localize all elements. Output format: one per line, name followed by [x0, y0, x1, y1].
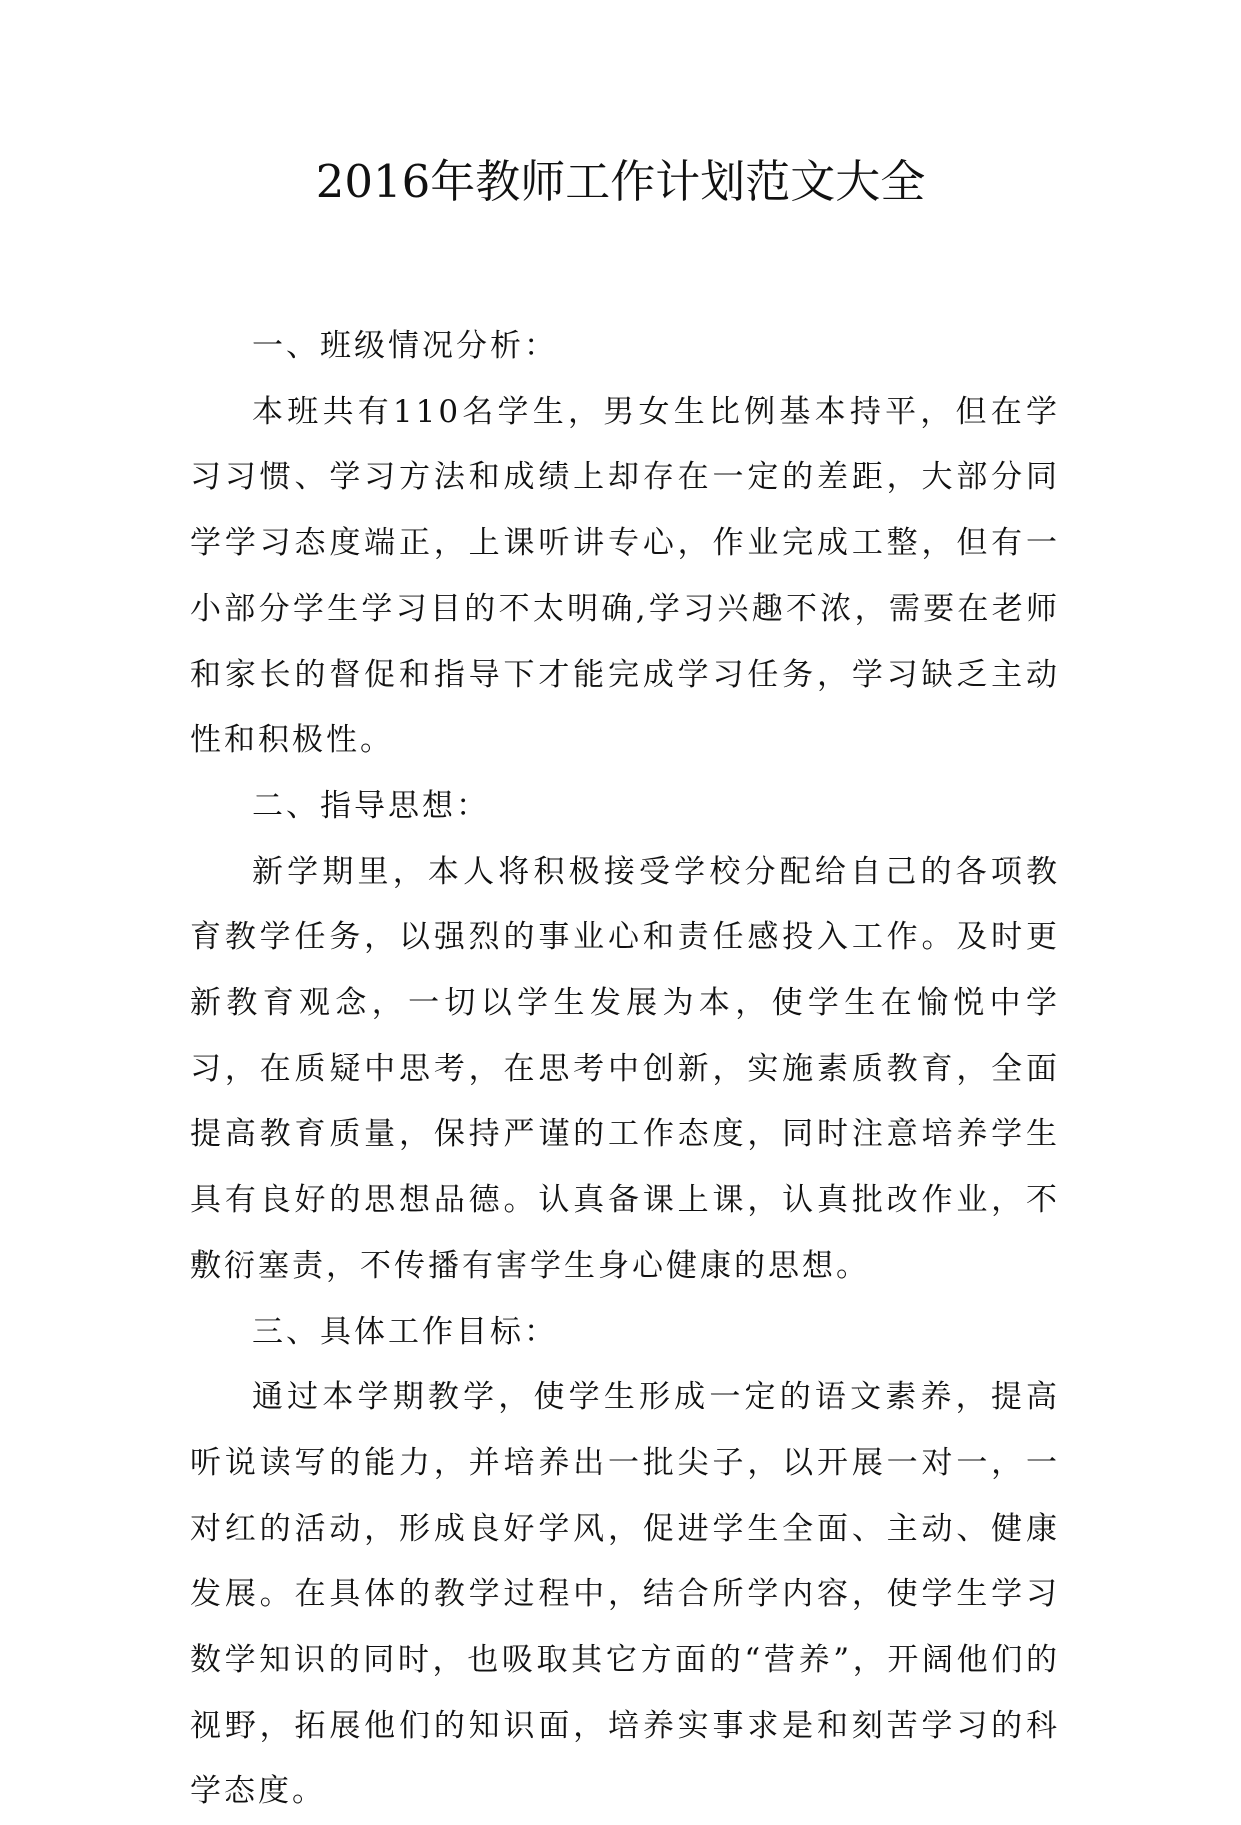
section-heading-work-goals: 三、具体工作目标：: [252, 1313, 558, 1350]
paragraph-guiding-thought: 新学期里，本人将积极接受学校分配给自己的各项教育教学任务，以强烈的事业心和责任感投入工作。及时更新教育观念，一切以学生发展为本，使学生在愉悦中学习，在质疑中思考，在思考中创新，实施素质教育，全面提高教育质量，保持严谨的工作态度，同时注意培养学生具有良好的思想品德。认真备课上课，认真批改作业，不敷衍塞责，不传播有害学生身心健康的思想。: [190, 853, 1060, 1284]
paragraph-class-analysis: 本班共有110名学生，男女生比例基本持平，但在学习习惯、学习方法和成绩上却存在一定的差距，大部分同学学习态度端正，上课听讲专心，作业完成工整，但有一小部分学生学习目的不太明确,学习兴趣不浓，需要在老师和家长的督促和指导下才能完成学习任务，学习缺乏主动性和积极性。: [190, 393, 1060, 759]
section-heading-class-analysis: 一、班级情况分析：: [252, 328, 558, 364]
document-body: [190, 314, 1060, 1825]
section-heading-guiding-thought: 二、指导思想：: [252, 787, 490, 824]
paragraph-work-goals: 通过本学期教学，使学生形成一定的语文素养，提高听说读写的能力，并培养出一批尖子，以开展一对一，一对红的活动，形成良好学风，促进学生全面、主动、健康发展。在具体的教学过程中，结合所学内容，使学生学习数学知识的同时，也吸取其它方面的“营养”，开阔他们的视野，拓展他们的知识面，培养实事求是和刻苦学习的科学态度。: [190, 1379, 1060, 1810]
document-title: 2016年教师工作计划范文大全: [315, 155, 926, 208]
